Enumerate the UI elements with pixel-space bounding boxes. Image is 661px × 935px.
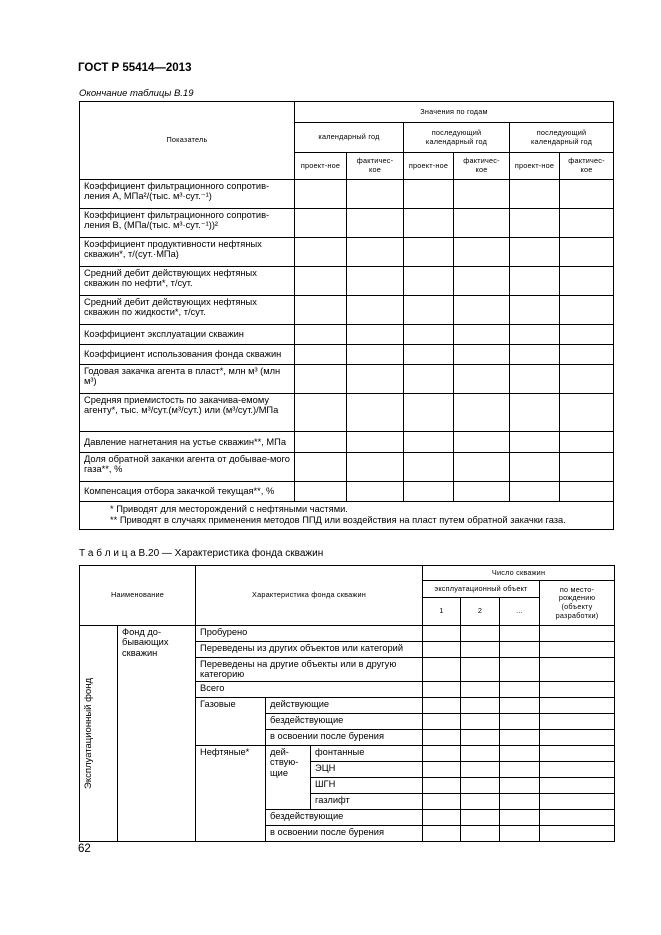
row-label: Коэффициент эксплуатации скважин [80, 325, 295, 345]
row-gas-active: действующие [266, 698, 423, 714]
row-gas-inactive: бездействующие [266, 714, 423, 730]
row-transferred-from: Переведены из других объектов или категорий [196, 642, 423, 658]
col-well-count: Число скважин [423, 566, 615, 581]
row-gaslift: газлифт [311, 794, 423, 810]
sub-col-planned: проект-ное [404, 153, 454, 180]
col-indicator: Показатель [80, 102, 295, 180]
row-oil-inactive: бездействующие [266, 810, 423, 826]
row-drilled: Пробурено [196, 626, 423, 642]
row-label: Годовая закачка агента в пласт*, млн м³ (млн м³) [80, 365, 295, 394]
row-transferred-to: Переведены на другие объекты или в другую категорию [196, 658, 423, 682]
row-gas: Газовые [196, 698, 266, 746]
row-label: Коэффициент продуктивности нефтяных скважин*, т/(сут.·МПа) [80, 238, 295, 267]
row-esp: ЭЦН [311, 762, 423, 778]
row-label: Коэффициент использования фонда скважин [80, 345, 295, 365]
row-oil-active: дей-ствую-щие [266, 746, 311, 810]
table-b20 [79, 565, 615, 842]
table-b19 [79, 101, 614, 530]
sub-col-planned: проект-ное [510, 153, 560, 180]
document-header: ГОСТ Р 55414—2013 [78, 62, 192, 74]
object-number: 2 [461, 598, 500, 626]
group-label: Фонд до-бывающих скважин [118, 626, 196, 842]
page-number: 62 [78, 843, 91, 855]
sub-col-actual: фактичес-кое [560, 153, 614, 180]
object-number: 1 [423, 598, 461, 626]
col-characteristic: Характеристика фонда скважин [196, 566, 423, 626]
col-values-by-year: Значения по годам [295, 102, 614, 123]
vertical-label-cell [80, 626, 118, 842]
row-label: Коэффициент фильтрационного сопротив-ления B, (МПа/(тыс. м³·сут.⁻¹))² [80, 209, 295, 238]
row-gas-in-development: в освоении после бурения [266, 730, 423, 746]
sub-col-actual: фактичес-кое [454, 153, 510, 180]
row-srp: ШГН [311, 778, 423, 794]
year-group: последующий календарный год [510, 123, 614, 153]
note: ** Приводят в случаях применения методов ППД или воздействия на пласт путем обратной закачки газа. [110, 514, 566, 525]
row-oil-in-development: в освоении после бурения [266, 826, 423, 842]
row-label: Средний дебит действующих нефтяных скважин по жидкости*, т/сут. [80, 296, 295, 325]
table-notes [80, 502, 614, 530]
row-flowing: фонтанные [311, 746, 423, 762]
col-by-field: по место-рождению (объекту разработки) [540, 581, 615, 626]
row-label: Доля обратной закачки агента от добывае-мого газа**, % [80, 453, 295, 482]
row-label: Компенсация отбора закачкой текущая**, % [80, 482, 295, 502]
table2-caption: Т а б л и ц а В.20 — Характеристика фонда скважин [79, 548, 324, 559]
note: * Приводят для месторождений с нефтяными частями. [110, 504, 348, 514]
row-label: Средний дебит действующих нефтяных скважин по нефти*, т/сут. [80, 267, 295, 296]
year-group: календарный год [295, 123, 404, 153]
row-oil: Нефтяные* [196, 746, 266, 842]
year-group: последующий календарный год [404, 123, 510, 153]
row-label: Средняя приемистость по закачива-емому агенту*, тыс. м³/сут.(м³/сут.) или (м³/сут.)/МПа [80, 394, 295, 432]
col-name: Наименование [80, 566, 196, 626]
row-label: Коэффициент фильтрационного сопротив-ления A, МПа²/(тыс. м³·сут.⁻¹) [80, 180, 295, 209]
sub-col-planned: проект-ное [295, 153, 347, 180]
sub-col-actual: фактичес-кое [347, 153, 404, 180]
object-number: ... [500, 598, 540, 626]
table1-caption: Окончание таблицы В.19 [79, 88, 194, 99]
col-operational-object: эксплуатационный объект [423, 581, 540, 598]
row-label: Давление нагнетания на устье скважин**, МПа [80, 432, 295, 453]
vertical-label: Эксплуатационный фонд [83, 678, 94, 789]
row-total: Всего [196, 682, 423, 698]
